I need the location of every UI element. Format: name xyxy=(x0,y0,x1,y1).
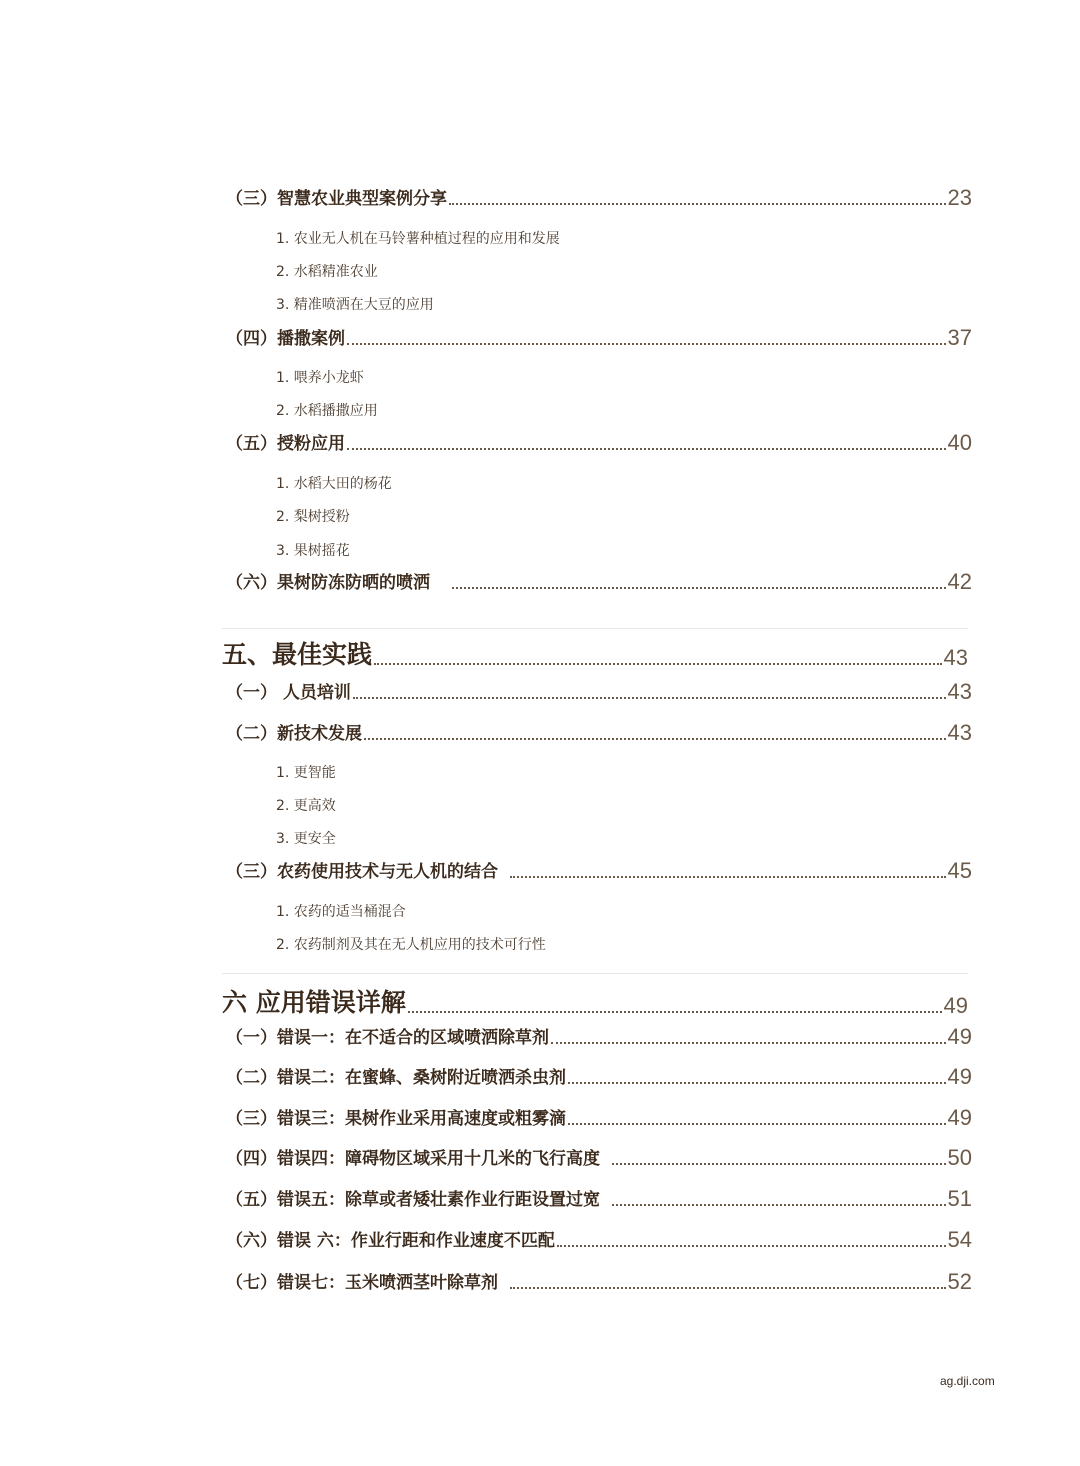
dot-leader xyxy=(452,586,946,589)
toc-entry-title: （二）新技术发展 xyxy=(226,724,362,744)
toc-entry-title: （三）智慧农业典型案例分享 xyxy=(226,189,447,209)
toc-chapter-title: 六 应用错误详解 xyxy=(222,988,406,1017)
toc-page-number: 40 xyxy=(947,430,972,455)
toc-entry[interactable] xyxy=(226,1065,972,1089)
toc-entry-title: （四）错误四：障碍物区域采用十几米的飞行高度 xyxy=(226,1149,600,1169)
toc-entry[interactable] xyxy=(226,1270,972,1294)
section-divider xyxy=(222,973,968,974)
footer-url[interactable]: ag.dji.com xyxy=(940,1374,995,1388)
toc-chapter[interactable] xyxy=(222,640,968,670)
toc-subitem[interactable]: 1. 农药的适当桶混合 xyxy=(276,904,406,920)
toc-entry-title: （三）农药使用技术与无人机的结合 xyxy=(226,862,498,882)
toc-entry-title: （二）错误二：在蜜蜂、桑树附近喷洒杀虫剂 xyxy=(226,1068,566,1088)
dot-leader xyxy=(551,1041,946,1044)
dot-leader xyxy=(364,737,946,740)
dot-leader xyxy=(568,1081,946,1084)
dot-leader xyxy=(510,875,946,878)
toc-entry[interactable] xyxy=(226,721,972,745)
toc-page-number: 43 xyxy=(943,645,968,670)
toc-entry[interactable] xyxy=(226,1187,972,1211)
toc-entry-title: （五）授粉应用 xyxy=(226,434,345,454)
toc-entry-title: （六）错误 六：作业行距和作业速度不匹配 xyxy=(226,1231,555,1251)
toc-subitem[interactable]: 1. 喂养小龙虾 xyxy=(276,370,364,386)
toc-entry-title: （六）果树防冻防晒的喷洒 xyxy=(226,573,430,593)
toc-subitem[interactable]: 1. 水稻大田的杨花 xyxy=(276,476,392,492)
toc-page-number: 37 xyxy=(947,325,972,350)
toc-subitem[interactable]: 1. 更智能 xyxy=(276,765,336,781)
toc-entry-title: （七）错误七：玉米喷洒茎叶除草剂 xyxy=(226,1273,498,1293)
toc-page-number: 51 xyxy=(947,1186,972,1211)
toc-page-number: 23 xyxy=(947,185,972,210)
toc-subitem[interactable]: 3. 果树摇花 xyxy=(276,543,350,559)
dot-leader xyxy=(568,1122,946,1125)
toc-entry[interactable] xyxy=(226,186,972,210)
toc-entry[interactable] xyxy=(226,326,972,350)
toc-page-number: 54 xyxy=(947,1227,972,1252)
toc-entry[interactable] xyxy=(226,1025,972,1049)
toc-subitem[interactable]: 1. 农业无人机在马铃薯种植过程的应用和发展 xyxy=(276,231,560,247)
dot-leader xyxy=(347,447,946,450)
toc-page-number: 52 xyxy=(947,1269,972,1294)
dot-leader xyxy=(347,342,946,345)
dot-leader xyxy=(612,1162,946,1165)
toc-page-number: 49 xyxy=(947,1024,972,1049)
toc-page-number: 49 xyxy=(943,993,968,1018)
toc-entry-title: （四）播撒案例 xyxy=(226,329,345,349)
toc-entry-title: （三）错误三：果树作业采用高速度或粗雾滴 xyxy=(226,1109,566,1129)
dot-leader xyxy=(353,696,946,699)
toc-entry[interactable] xyxy=(226,570,972,594)
toc-subitem[interactable]: 2. 水稻精准农业 xyxy=(276,264,378,280)
toc-subitem[interactable]: 2. 农药制剂及其在无人机应用的技术可行性 xyxy=(276,937,546,953)
toc-page-number: 42 xyxy=(947,569,972,594)
toc-page-number: 49 xyxy=(947,1064,972,1089)
dot-leader xyxy=(557,1244,946,1247)
toc-chapter[interactable] xyxy=(222,988,968,1018)
toc-entry-title: （五）错误五：除草或者矮壮素作业行距设置过宽 xyxy=(226,1190,600,1210)
toc-subitem[interactable]: 3. 精准喷洒在大豆的应用 xyxy=(276,297,434,313)
dot-leader xyxy=(612,1203,946,1206)
toc-entry[interactable] xyxy=(226,1146,972,1170)
section-divider xyxy=(222,628,968,629)
toc-page-number: 43 xyxy=(947,720,972,745)
toc-entry[interactable] xyxy=(226,1106,972,1130)
toc-subitem[interactable]: 2. 梨树授粉 xyxy=(276,509,350,525)
toc-subitem[interactable]: 2. 更高效 xyxy=(276,798,336,814)
dot-leader xyxy=(374,662,942,665)
toc-subitem[interactable]: 2. 水稻播撒应用 xyxy=(276,403,378,419)
toc-entry-title: （一） 人员培训 xyxy=(226,683,351,703)
dot-leader xyxy=(449,202,946,205)
toc-entry[interactable] xyxy=(226,859,972,883)
toc-page-number: 49 xyxy=(947,1105,972,1130)
dot-leader xyxy=(408,1010,942,1013)
toc-page-number: 45 xyxy=(947,858,972,883)
toc-entry[interactable] xyxy=(226,680,972,704)
toc-entry[interactable] xyxy=(226,1228,972,1252)
toc-subitem[interactable]: 3. 更安全 xyxy=(276,831,336,847)
toc-page-number: 43 xyxy=(947,679,972,704)
dot-leader xyxy=(510,1286,946,1289)
toc-page-number: 50 xyxy=(947,1145,972,1170)
toc-chapter-title: 五、最佳实践 xyxy=(222,640,373,669)
toc-entry[interactable] xyxy=(226,431,972,455)
toc-entry-title: （一）错误一：在不适合的区域喷洒除草剂 xyxy=(226,1028,549,1048)
